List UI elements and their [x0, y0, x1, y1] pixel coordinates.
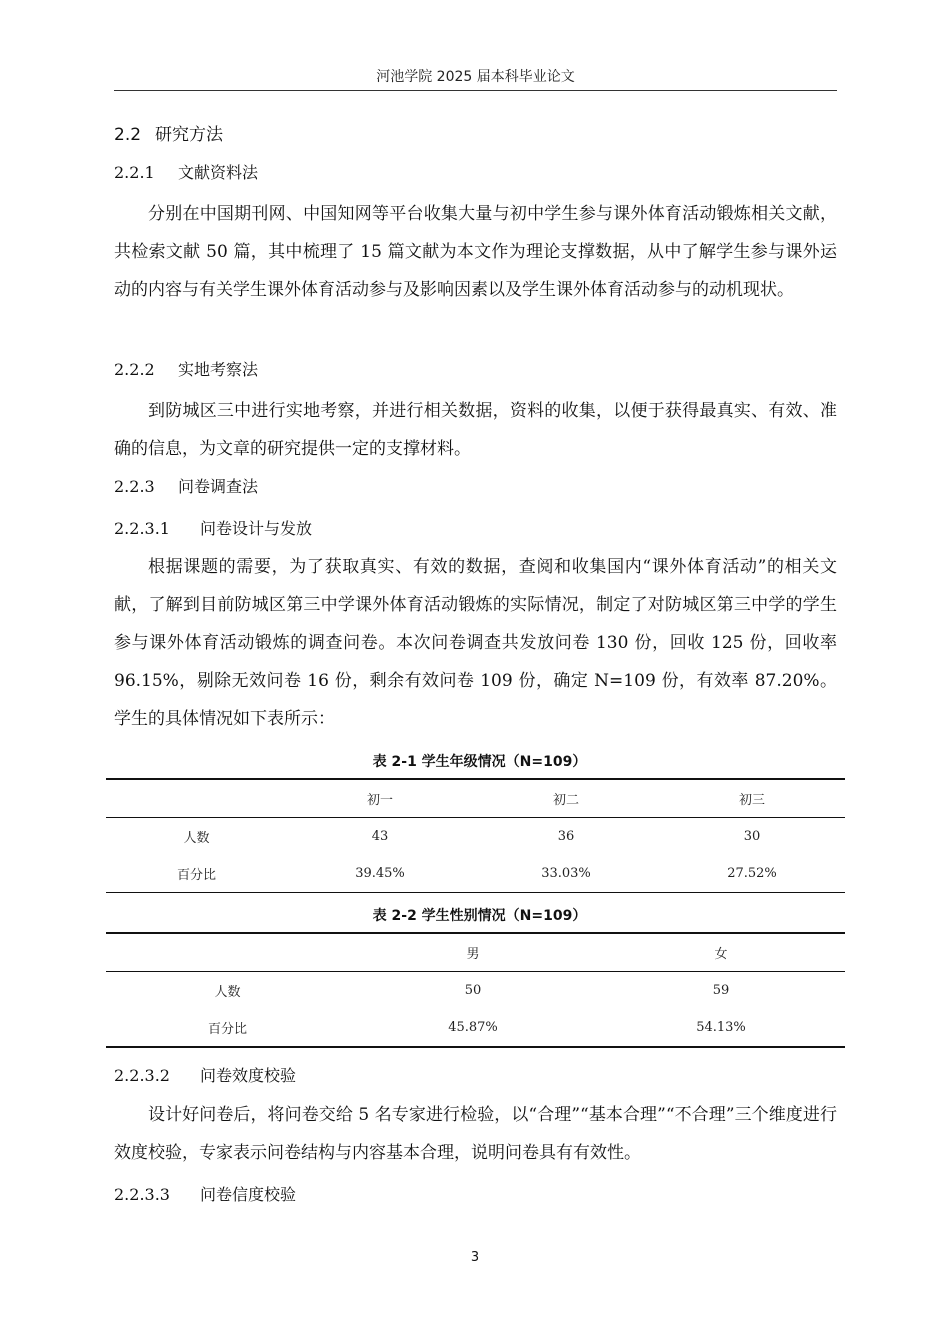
subsection-title: 文献资料法	[178, 163, 259, 182]
table-header-cell: 女	[597, 933, 845, 972]
table-header-cell: 初三	[659, 779, 845, 818]
table-cell: 50	[464, 983, 482, 998]
page-header: 河池学院 2025 届本科毕业论文	[114, 66, 837, 91]
table-row	[106, 1009, 845, 1047]
table-row	[106, 972, 845, 1010]
paragraph-literature: 分别在中国期刊网、中国知网等平台收集大量与初中学生参与课外体育活动锻炼相关文献，共检索文献 50 篇，其中梳理了 15 篇文献为本文作为理论支撑数据，从中了解学生参与课外运动的内容与有关学生课外体育活动参与及影响因素以及学生课外体育活动参与的动机现状。	[114, 204, 837, 300]
table-cell: 45.87%	[448, 1020, 498, 1035]
subsection-number: 2.2.1	[114, 163, 155, 182]
subsection-title: 问卷效度校验	[200, 1066, 297, 1085]
table-cell: 人数	[214, 985, 241, 1000]
subsection-number: 2.2.3.1	[114, 519, 170, 538]
paragraph-field-study: 到防城区三中进行实地考察，并进行相关数据，资料的收集，以便于获得最真实、有效、准确的信息，为文章的研究提供一定的支撑材料。	[114, 401, 837, 459]
table-cell: 54.13%	[696, 1020, 746, 1035]
subsection-title: 问卷信度校验	[200, 1185, 297, 1204]
subsection-heading-2-2-3-1	[114, 516, 312, 539]
table-cell: 人数	[183, 831, 210, 846]
paragraph-questionnaire: 根据课题的需要，为了获取真实、有效的数据，查阅和收集国内“课外体育活动”的相关文献，了解到目前防城区第三中学课外体育活动锻炼的实际情况，制定了对防城区第三中学的学生参与课外体育活动锻炼的调查问卷。本次问卷调查共发放问卷 130 份，回收 125 份，回收率 96.15%，剔除无效问卷 16 份，剩余有效问卷 109 份，确定 N=109 份，有效率 87.20%。学生的具体情况如下表所示：	[114, 557, 837, 729]
table-cell: 百分比	[207, 1022, 247, 1037]
table2-caption: 表 2-2 学生性别情况（N=109）	[372, 908, 587, 924]
subsection-number: 2.2.2	[114, 360, 155, 379]
table-header-cell: 初二	[473, 779, 659, 818]
subsection-heading-2-2-3-2	[114, 1063, 296, 1086]
subsection-heading-2-2-1	[114, 160, 258, 183]
table1-caption: 表 2-1 学生年级情况（N=109）	[372, 754, 587, 770]
subsection-number: 2.2.3.2	[114, 1066, 170, 1085]
page-number: 3	[470, 1250, 480, 1265]
table-cell: 33.03%	[473, 855, 659, 893]
table-cell: 59	[712, 983, 730, 998]
table-cell: 39.45%	[287, 855, 473, 893]
subsection-number: 2.2.3	[114, 477, 155, 496]
subsection-title: 问卷调查法	[178, 477, 259, 496]
subsection-heading-2-2-3-3	[114, 1182, 296, 1205]
table-header-cell: 男	[349, 933, 597, 972]
grade-table	[106, 778, 845, 893]
gender-table	[106, 932, 845, 1048]
subsection-heading-2-2-3	[114, 474, 258, 497]
table-cell: 30	[743, 829, 761, 844]
subsection-title: 实地考察法	[178, 360, 259, 379]
subsection-number: 2.2.3.3	[114, 1185, 170, 1204]
table-cell: 百分比	[106, 855, 287, 893]
table-row	[106, 818, 845, 856]
section-number: 2.2	[114, 125, 142, 145]
table-row	[106, 855, 845, 893]
table-header-cell	[106, 933, 349, 972]
table-header-row	[106, 779, 845, 818]
subsection-heading-2-2-2	[114, 357, 258, 380]
section-heading	[114, 120, 223, 145]
paragraph-validity: 设计好问卷后，将问卷交给 5 名专家进行检验，以“合理”“基本合理”“不合理”三个维度进行效度校验，专家表示问卷结构与内容基本合理，说明问卷具有有效性。	[114, 1105, 837, 1163]
subsection-title: 问卷设计与发放	[200, 519, 313, 538]
table-header-cell	[106, 779, 287, 818]
table-cell: 27.52%	[659, 855, 845, 893]
table-header-row	[106, 933, 845, 972]
table-header-cell: 初一	[287, 779, 473, 818]
section-title: 研究方法	[155, 125, 224, 145]
table-cell: 43	[371, 829, 389, 844]
table-cell: 36	[557, 829, 575, 844]
